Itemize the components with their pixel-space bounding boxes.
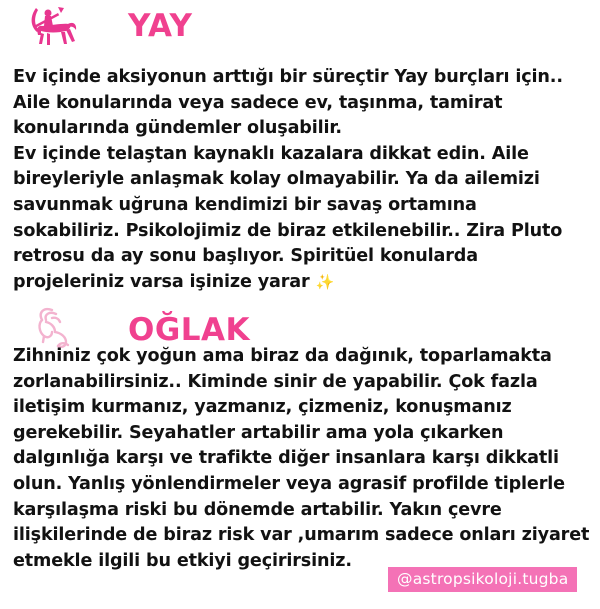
text-line: konularında gündemler oluşabilir.: [13, 118, 342, 139]
text-line: [13, 270, 598, 296]
text-line: bireyleriyle anlaşmak kolay olmayabilir. Ya da ailemizi: [13, 169, 540, 190]
text-line: Ev içinde aksiyonun arttığı bir süreçtir Yay burçları için..: [13, 67, 563, 87]
oglak-paragraph: [13, 344, 598, 574]
yay-paragraph: [13, 65, 598, 295]
text-line: savunmak uğruna kendimizi bir savaş ortamına: [13, 194, 477, 215]
text-line: zorlanabilirsiniz.. Kiminde sinir de yapabilir. Çok fazla: [13, 371, 538, 392]
text-line: Zihniniz çok yoğun ama biraz da dağınık, toparlamakta: [13, 346, 552, 366]
sagittarius-icon: [28, 4, 80, 48]
text-line: gerekebilir. Seyahatler artabilir ama yola çıkarken: [13, 422, 504, 443]
text-line: retrosu da ay sonu başlıyor. Spiritüel konularda: [13, 246, 478, 267]
section-title-oglak: OĞLAK: [128, 312, 251, 348]
text-line: sokabiliriz. Psikolojimiz de biraz etkilenebilir.. Zira Pluto: [13, 220, 563, 241]
text-line: etmekle ilgili bu etkiyi geçirirsiniz.: [13, 550, 352, 571]
text-line: iletişim kurmanız, yazmanız, çizmeniz, konuşmanız: [13, 397, 512, 418]
text-line: Ev içinde telaştan kaynaklı kazalara dikkat edin. Aile: [13, 143, 529, 164]
yay-header: [0, 4, 600, 54]
sparkles-icon: ✨: [315, 272, 335, 291]
text-line-content: projeleriniz varsa işinize yarar: [13, 271, 310, 292]
text-line: ilişkilerinde de biraz risk var ,umarım sadece onları ziyaret: [13, 525, 590, 546]
section-title-yay: YAY: [128, 8, 193, 44]
text-line: dalgınlığa karşı ve trafikte diğer insanlara karşı dikkatli: [13, 448, 559, 469]
text-line: karşılaşma riski bu dönemde artabilir. Yakın çevre: [13, 499, 502, 520]
watermark-handle: @astropsikoloji.tugba: [388, 567, 577, 592]
text-line: olun. Yanlış yönlendirmeler veya agrasif profilde tiplerle: [13, 473, 565, 494]
text-line: Aile konularında veya sadece ev, taşınma, tamirat: [13, 92, 503, 113]
